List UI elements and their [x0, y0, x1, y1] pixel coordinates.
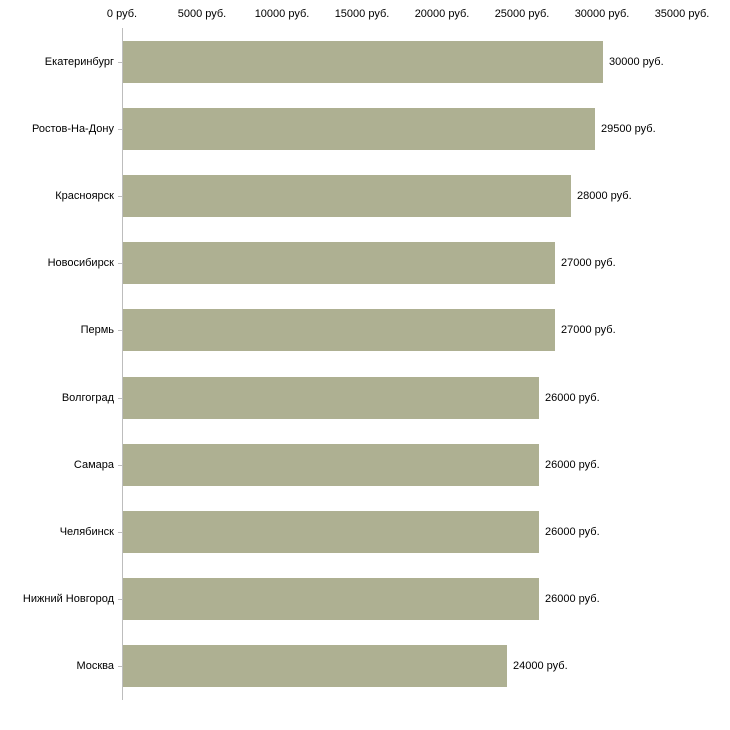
y-tick-label: Челябинск	[59, 526, 114, 538]
x-tick-label: 20000 руб.	[414, 8, 470, 20]
bar[interactable]	[123, 309, 555, 351]
bar-value-label: 30000 руб.	[609, 55, 664, 68]
y-tick-label: Новосибирск	[47, 257, 114, 270]
x-tick-label: 15000 руб.	[334, 8, 390, 20]
y-tick-mark	[118, 465, 122, 466]
bar-row[interactable]	[123, 578, 683, 620]
bar-row[interactable]	[123, 175, 683, 217]
y-tick-label: Нижний Новгород	[22, 593, 114, 606]
y-tick-mark	[118, 532, 122, 533]
y-tick-label: Екатеринбург	[44, 55, 114, 68]
y-tick-mark	[118, 196, 122, 197]
x-tick-label: 30000 руб.	[574, 8, 630, 20]
bar-row[interactable]	[123, 41, 683, 83]
bar[interactable]	[123, 645, 507, 687]
y-tick-label: Пермь	[80, 324, 114, 337]
y-tick-label: Москва	[76, 660, 114, 673]
bar-value-label: 28000 руб.	[577, 190, 632, 202]
bar-row[interactable]	[123, 377, 683, 419]
bar-row[interactable]	[123, 242, 683, 284]
bar-value-label: 26000 руб.	[545, 458, 600, 471]
bar-row[interactable]	[123, 511, 683, 553]
y-tick-mark	[118, 330, 122, 331]
bar-row[interactable]	[123, 645, 683, 687]
y-axis-labels	[0, 0, 122, 730]
bar-value-label: 26000 руб.	[545, 593, 600, 606]
bar-value-label: 26000 руб.	[545, 391, 600, 404]
bar[interactable]	[123, 175, 571, 217]
y-tick-label: Ростов-На-Дону	[31, 122, 114, 135]
y-tick-mark	[118, 129, 122, 130]
bar-value-label: 26000 руб.	[545, 526, 600, 538]
bar-value-label: 27000 руб.	[561, 324, 616, 337]
y-tick-mark	[118, 599, 122, 600]
bar-value-label: 24000 руб.	[513, 660, 568, 673]
bar[interactable]	[123, 444, 539, 486]
bar[interactable]	[123, 41, 603, 83]
bar-value-label: 29500 руб.	[601, 122, 656, 135]
y-tick-label: Самара	[73, 458, 114, 471]
y-tick-mark	[118, 666, 122, 667]
x-tick-label: 5000 руб.	[177, 8, 227, 20]
bar[interactable]	[123, 377, 539, 419]
x-tick-label: 25000 руб.	[494, 8, 550, 20]
bar-value-label: 27000 руб.	[561, 257, 616, 270]
y-tick-label: Волгоград	[61, 391, 114, 404]
y-tick-mark	[118, 62, 122, 63]
bar[interactable]	[123, 578, 539, 620]
y-tick-mark	[118, 263, 122, 264]
plot-area	[122, 28, 683, 700]
bar-row[interactable]	[123, 444, 683, 486]
bar[interactable]	[123, 108, 595, 150]
bar-row[interactable]	[123, 309, 683, 351]
bar[interactable]	[123, 511, 539, 553]
x-tick-label: 10000 руб.	[254, 8, 310, 20]
x-tick-label: 35000 руб.	[654, 8, 710, 20]
bar[interactable]	[123, 242, 555, 284]
y-tick-mark	[118, 398, 122, 399]
bar-row[interactable]	[123, 108, 683, 150]
y-tick-label: Красноярск	[55, 190, 114, 202]
x-tick-label: 0 руб.	[106, 8, 138, 20]
